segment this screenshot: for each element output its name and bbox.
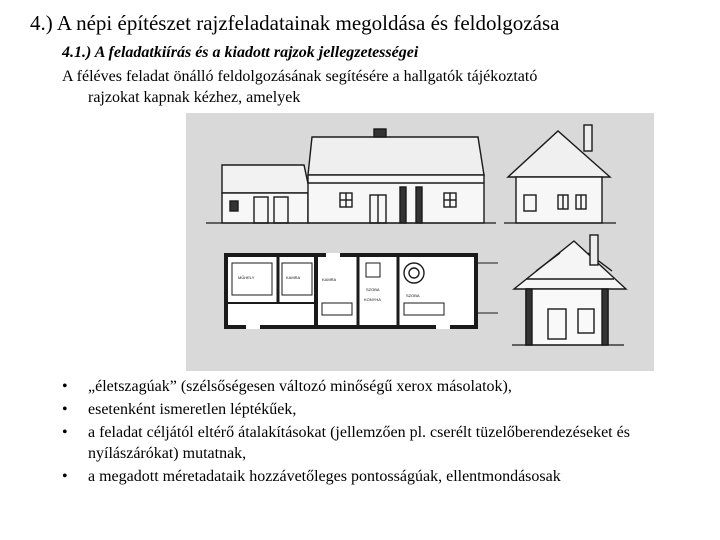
- bullet-text: a megadott méretadataik hozzávetőleges pontosságúak, ellentmondásosak: [88, 468, 561, 485]
- bullet-text: esetenként ismeretlen léptékűek,: [88, 401, 297, 418]
- slide-title: 4.) A népi építészet rajzfeladatainak megoldása és feldolgozása: [30, 11, 560, 35]
- bullet-marker: •: [62, 468, 68, 485]
- floor-plan: [226, 253, 498, 329]
- plan-room-label: KONYHA: [364, 297, 381, 302]
- intro-paragraph: [62, 66, 682, 108]
- plan-room-label: MŰHELY: [238, 275, 255, 280]
- bullet-text: „életszagúak” (szélsőségesen változó minőségű xerox másolatok),: [88, 378, 512, 395]
- section-subtitle: 4.1.) A feladatkiírás és a kiadott rajzok jellegzetességei: [62, 44, 419, 61]
- bullet-text: a feladat céljától eltérő átalakításokat (jellemzően pl. cserélt tüzelőberendezéseket és nyílászárókat) mutatnak,: [88, 424, 630, 462]
- bullet-marker: •: [62, 424, 68, 441]
- bullet-item: [62, 466, 682, 487]
- bullet-item: [62, 376, 682, 397]
- plan-room-label: KAMRA: [286, 275, 301, 280]
- bullet-item: [62, 422, 682, 464]
- plan-room-label: SZOBA: [366, 287, 380, 292]
- front-elevation: [206, 129, 496, 223]
- bullet-marker: •: [62, 378, 68, 395]
- bullet-marker: •: [62, 401, 68, 418]
- intro-line-2: rajzokat kapnak kézhez, amelyek: [88, 89, 301, 106]
- house-drawings-figure: [186, 113, 654, 371]
- cross-section: [512, 235, 626, 345]
- plan-room-label: SZOBA: [406, 293, 420, 298]
- intro-line-1: A féléves feladat önálló feldolgozásának segítésére a hallgatók tájékoztató: [62, 68, 538, 85]
- bullet-list: [62, 376, 682, 489]
- side-elevation: [504, 125, 616, 223]
- house-drawings: [186, 113, 654, 371]
- bullet-item: [62, 399, 682, 420]
- plan-room-label: KAMRA: [322, 277, 337, 282]
